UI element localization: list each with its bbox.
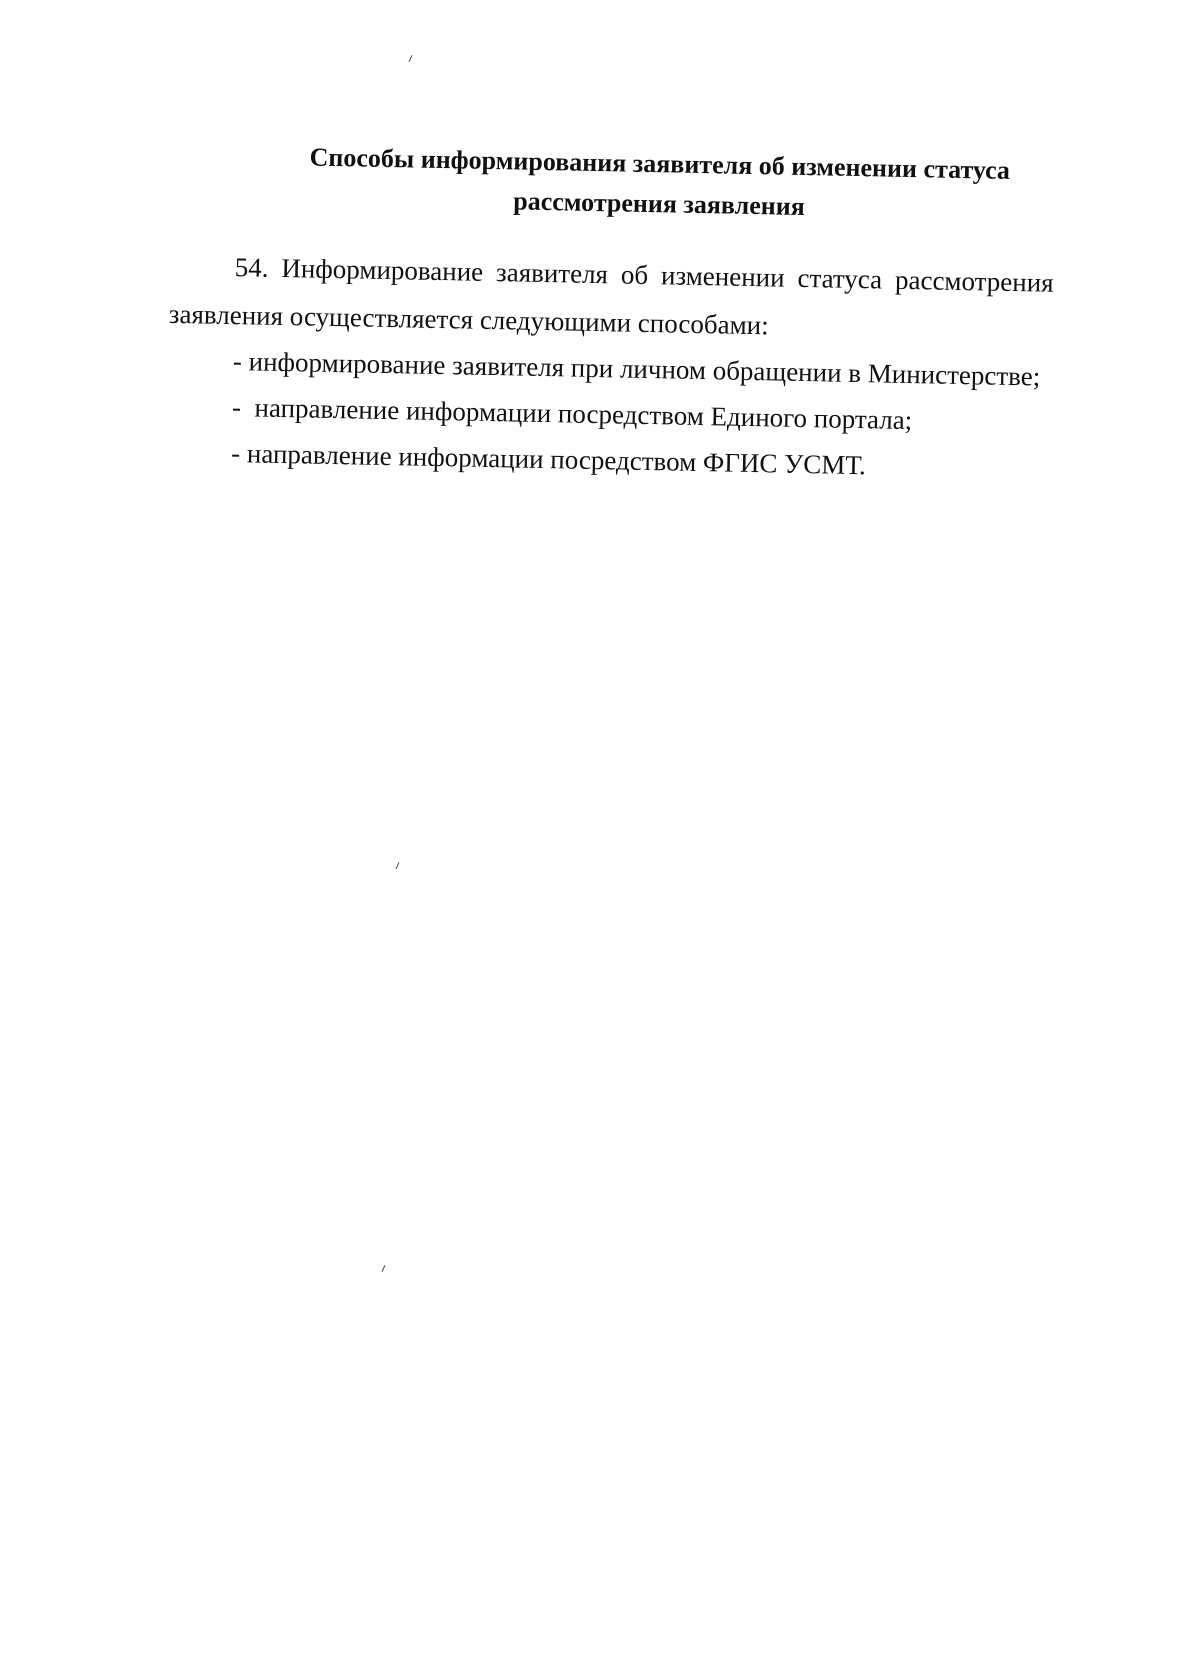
section-title [249, 136, 1070, 232]
paragraph-line-1: 54. Информирование заявителя об изменении статуса рассмотрения [234, 252, 1054, 298]
list-item: - информирование заявителя при личном обращении в Министерстве; [232, 346, 1041, 392]
paragraph-line-2: заявления осуществляется следующими способами: [168, 298, 769, 341]
list-item: - направление информации посредством Единого портала; [231, 392, 913, 436]
paragraph-54 [168, 242, 1054, 355]
list-item: - направление информации посредством ФГИС УСМТ. [230, 438, 867, 481]
title-line-2: рассмотрения заявления [513, 186, 806, 222]
title-line-1: Способы информирования заявителя об изменении статуса [309, 142, 1011, 185]
